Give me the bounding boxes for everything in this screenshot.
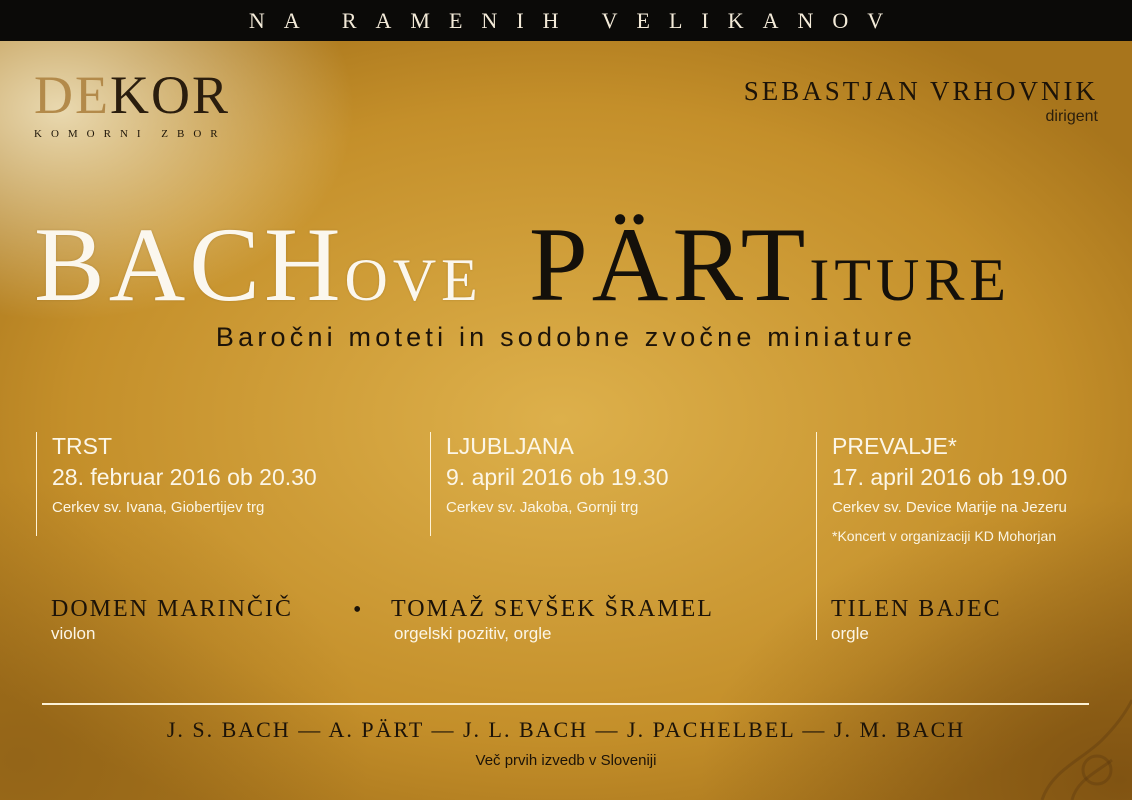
venue-place: Cerkev sv. Ivana, Giobertijev trg	[52, 499, 265, 516]
artist-name: TILEN BAJEC	[831, 596, 1002, 622]
artist-role: orgle	[831, 624, 869, 643]
conductor-name: SEBASTJAN VRHOVNIK	[743, 76, 1098, 106]
conductor-role: dirigent	[1045, 108, 1098, 125]
artist-name: TOMAŽ SEVŠEK ŠRAMEL	[391, 596, 714, 622]
artist-marincic	[51, 596, 293, 644]
artist-role: orgelski pozitiv, orgle	[394, 624, 552, 643]
venue-city: LJUBLJANA	[446, 433, 574, 459]
corner-ornament	[1002, 660, 1132, 800]
artist-bajec	[831, 596, 1002, 644]
concert-title	[34, 206, 1114, 323]
concert-subtitle: Baročni moteti in sodobne zvočne miniature	[215, 322, 917, 352]
tagline: NA RAMENIH VELIKANOV	[248, 7, 903, 33]
artist-role: violon	[51, 624, 96, 643]
artist-sramel	[391, 596, 714, 644]
venue-date: 28. februar 2016 ob 20.30	[52, 464, 317, 490]
choir-logo	[34, 65, 230, 140]
title-ove: OVE	[344, 247, 483, 313]
venue-place: Cerkev sv. Jakoba, Gornji trg	[446, 499, 639, 516]
title-part: PÄRT	[528, 206, 810, 323]
venue-trst	[36, 432, 317, 536]
premieres-note: Več prvih izvedb v Sloveniji	[475, 752, 657, 769]
composers-list: J. S. BACH — A. PÄRT — J. L. BACH — J. PACHELBEL — J. M. BACH	[166, 717, 966, 742]
artist-separator: •	[353, 597, 362, 623]
conductor-block	[744, 76, 1098, 126]
logo-kor: KOR	[109, 65, 230, 125]
artist-name: DOMEN MARINČIČ	[51, 596, 294, 622]
venue-place: Cerkev sv. Device Marije na Jezeru	[832, 499, 1067, 516]
title-bach: BACH	[34, 206, 345, 323]
venue-date: 9. april 2016 ob 19.30	[446, 464, 669, 490]
logo-de: DE	[34, 65, 110, 125]
venue-city: TRST	[52, 433, 113, 459]
divider	[42, 703, 1089, 705]
venue-note: *Koncert v organizaciji KD Mohorjan	[832, 528, 1057, 544]
venue-city: PREVALJE*	[832, 433, 957, 459]
logo-wordmark	[34, 65, 230, 125]
venue-date: 17. april 2016 ob 19.00	[832, 464, 1068, 490]
title-iture: ITURE	[809, 247, 1012, 313]
top-banner	[0, 0, 1132, 41]
venue-ljubljana	[430, 432, 669, 536]
logo-subtitle: KOMORNI ZBOR	[34, 128, 227, 140]
